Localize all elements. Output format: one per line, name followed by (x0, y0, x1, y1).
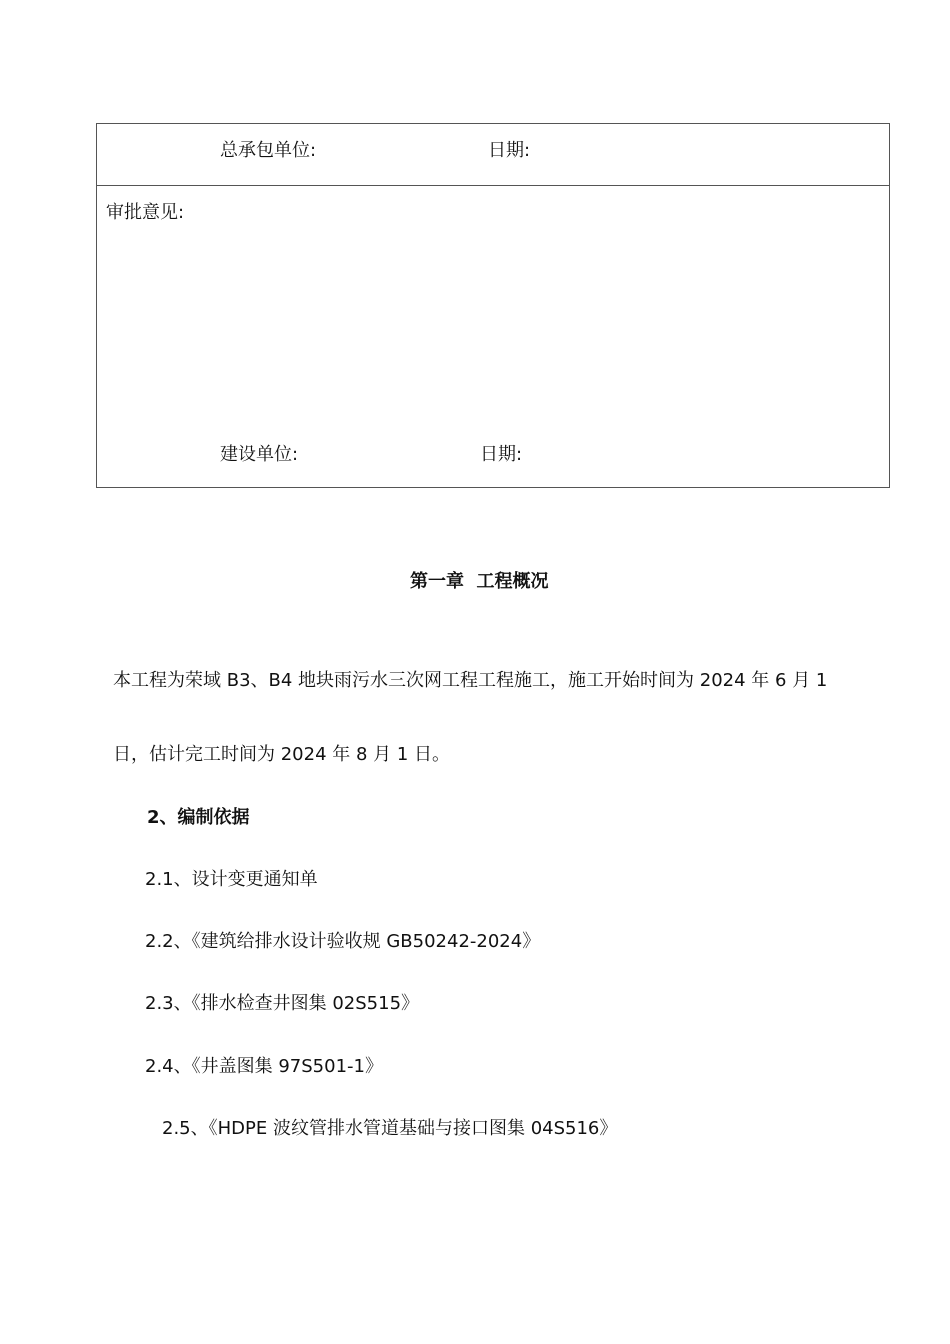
list-item: 2.2、《建筑给排水设计验收规 GB50242-2024》 (145, 931, 541, 952)
intro-paragraph-line-1: 本工程为荣域 B3、B4 地块雨污水三次网工程工程施工，施工开始时间为 2024 年 6 月 1 (113, 670, 828, 691)
list-item: 2.5、《HDPE 波纹管排水管道基础与接口图集 04S516》 (162, 1118, 618, 1139)
owner-date-label: 日期: (480, 444, 523, 465)
owner-unit-label: 建设单位: (220, 444, 299, 465)
intro-paragraph-line-2: 日，估计完工时间为 2024 年 8 月 1 日。 (113, 744, 451, 765)
table-row-divider (97, 185, 889, 186)
approval-form-table (96, 123, 890, 488)
contractor-date-label: 日期: (488, 140, 531, 161)
contractor-label: 总承包单位: (220, 140, 317, 161)
basis-heading: 2、编制依据 (147, 807, 250, 828)
chapter-title: 第一章 工程概况 (410, 571, 549, 592)
list-item: 2.3、《排水检查井图集 02S515》 (145, 993, 420, 1014)
list-item: 2.1、设计变更通知单 (145, 869, 318, 890)
approval-opinion-label: 审批意见: (106, 202, 185, 223)
list-item: 2.4、《井盖图集 97S501-1》 (145, 1056, 383, 1077)
